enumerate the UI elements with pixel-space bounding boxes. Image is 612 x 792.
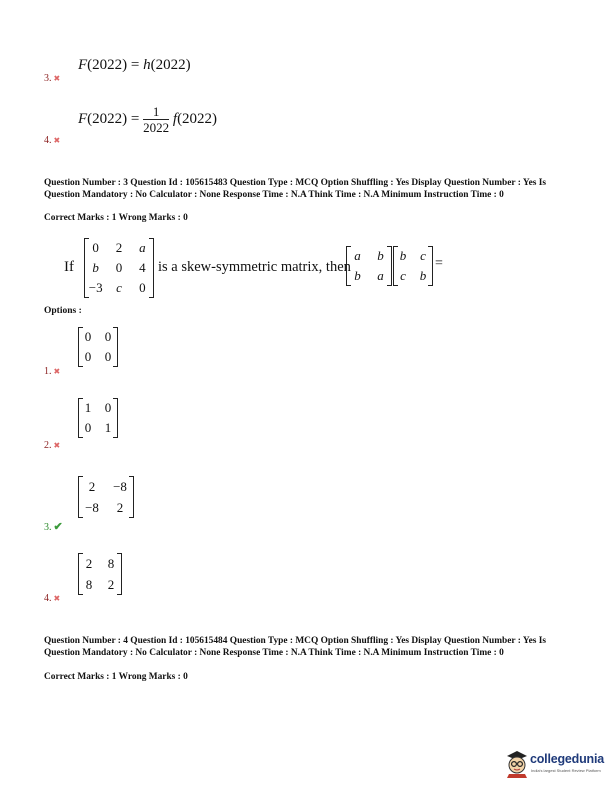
options-label: Options : [44,306,82,316]
option-3-formula: F(2022) = h(2022) [78,57,191,73]
option-4-number-q3: 4. ✖ [44,593,61,604]
check-mark-icon: ✔ [53,521,63,533]
option-1-number: 1. ✖ [44,366,61,377]
fraction: $\frac{1}{2022}$ [143,104,170,135]
logo-mascot-icon [504,748,530,778]
if-text: If [64,259,74,275]
option-2-matrix: 1 0 0 1 [78,398,118,438]
question-4-marks: Correct Marks : 1 Wrong Marks : 0 [44,672,188,682]
option-4-number: 4. ✖ [44,135,61,146]
question-3-marks: Correct Marks : 1 Wrong Marks : 0 [44,213,188,223]
x-mark-icon: ✖ [53,74,61,83]
x-mark-icon: ✖ [53,367,61,376]
option-3-number: 3. ✖ [44,73,61,84]
logo-text: collegedunia [530,752,605,766]
equals-sign: = [435,256,443,271]
x-mark-icon: ✖ [53,441,61,450]
option-1-matrix: 0 0 0 0 [78,327,118,367]
option-3-number: 3. ✔ [44,521,63,533]
question-3-meta: Question Number : 3 Question Id : 105615483 Question Type : MCQ Option Shuffling : Yes Display Question Number : Yes Is Question Mandatory : No Calculator : None Response Time : N.A Think Time : N.A Minimum Instruction Time : 0 [44,178,547,200]
logo-tagline: India's largest Student Review Platform [531,768,601,773]
question-text: is a skew-symmetric matrix, then [158,259,351,275]
option-4-formula: F(2022) = $\frac{1}{2022}$ f(2022) [78,104,218,135]
option-3-matrix: 2 −8 −8 2 [78,476,134,518]
matrix-3x3: 0 2 a b 0 4 −3 c 0 [84,238,154,298]
matrix-bc: b c c b [393,246,433,286]
question-3-body [64,238,564,300]
matrix-ab: a b b a [346,246,392,286]
x-mark-icon: ✖ [53,136,61,145]
x-mark-icon: ✖ [53,594,61,603]
option-2-number: 2. ✖ [44,440,61,451]
question-4-meta: Question Number : 4 Question Id : 105615484 Question Type : MCQ Option Shuffling : Yes Display Question Number : Yes Is Question Mandatory : No Calculator : None Response Time : N.A Think Time : N.A Minimum Instruction Time : 0 [44,636,547,658]
option-4-matrix: 2 8 8 2 [78,553,122,595]
